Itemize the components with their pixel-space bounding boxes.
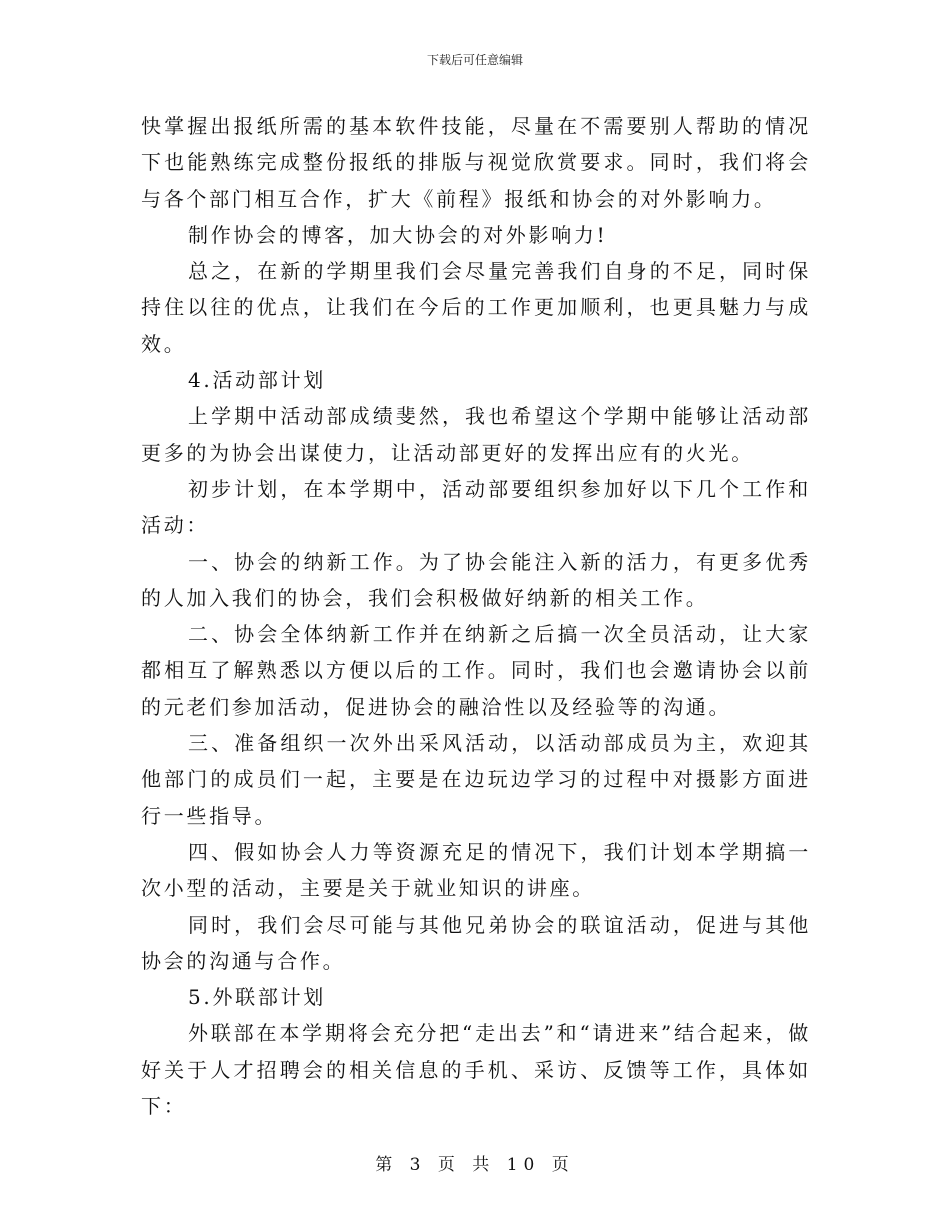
list-item-1: 一、协会的纳新工作。为了协会能注入新的活力，有更多优秀的人加入我们的协会，我们会积极做好纳新的相关工作。 xyxy=(141,549,811,610)
document-body xyxy=(141,108,811,1124)
page-header-note: 下载后可任意编辑 xyxy=(426,53,523,67)
page-number: 第 3 页 共 10 页 xyxy=(375,1155,575,1175)
section-heading-activity: 4.活动部计划 xyxy=(188,368,326,393)
paragraph-11: 同时，我们会尽可能与其他兄弟协会的联谊活动，促进与其他协会的沟通与合作。 xyxy=(141,912,811,973)
list-item-3: 三、准备组织一次外出采风活动，以活动部成员为主，欢迎其他部门的成员们一起，主要是在边玩边学习的过程中对摄影方面进行一些指导。 xyxy=(141,731,811,828)
paragraph-13: 外联部在本学期将会充分把“走出去”和“请进来”结合起来，做好关于人才招聘会的相关信息的手机、采访、反馈等工作，具体如下： xyxy=(141,1021,811,1119)
list-item-4: 四、假如协会人力等资源充足的情况下，我们计划本学期搞一次小型的活动，主要是关于就业知识的讲座。 xyxy=(141,839,811,901)
paragraph-5: 上学期中活动部成绩斐然，我也希望这个学期中能够让活动部更多的为协会出谋使力，让活动部更好的发挥出应有的火光。 xyxy=(141,404,811,465)
section-heading-liaison: 5.外联部计划 xyxy=(188,985,326,1010)
paragraph-1: 快掌握出报纸所需的基本软件技能，尽量在不需要别人帮助的情况下也能熟练完成整份报纸的排版与视觉欣赏要求。同时，我们将会与各个部门相互合作，扩大《前程》报纸和协会的对外影响力。 xyxy=(141,114,811,211)
paragraph-6: 初步计划，在本学期中，活动部要组织参加好以下几个工作和活动： xyxy=(141,476,811,538)
paragraph-2: 制作协会的博客，加大协会的对外影响力! xyxy=(188,222,608,247)
paragraph-3: 总之，在新的学期里我们会尽量完善我们自身的不足，同时保持住以往的优点，让我们在今后的工作更加顺利，也更具魅力与成效。 xyxy=(141,259,811,356)
list-item-2: 二、协会全体纳新工作并在纳新之后搞一次全员活动，让大家都相互了解熟悉以方便以后的工作。同时，我们也会邀请协会以前的元老们参加活动，促进协会的融洽性以及经验等的沟通。 xyxy=(141,622,811,719)
